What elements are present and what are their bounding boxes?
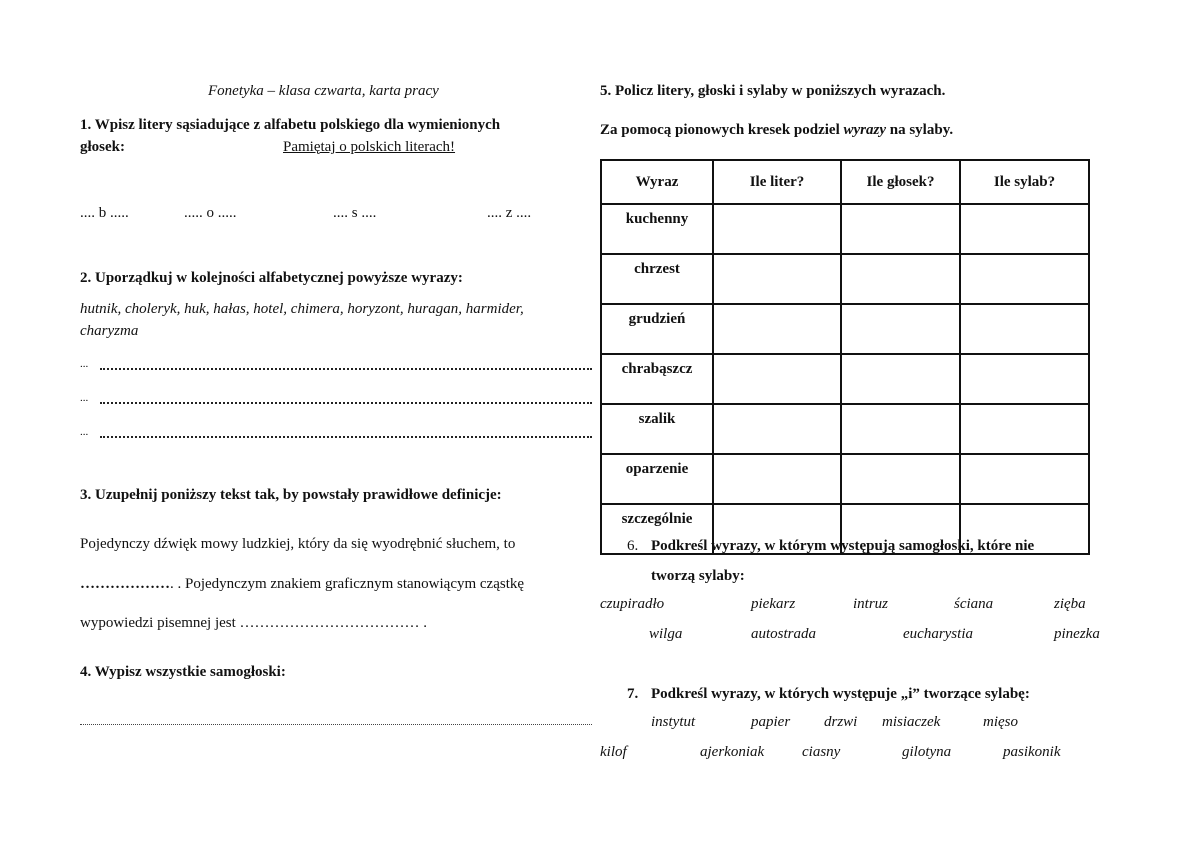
task7-number: 7.: [627, 686, 639, 702]
syllables-cell[interactable]: [960, 404, 1089, 454]
task2-line-prefix: ...: [80, 426, 89, 438]
task1-heading-line2: głosek:: [80, 139, 125, 155]
task1-item-b[interactable]: .... b .....: [80, 205, 129, 221]
table-row: [601, 354, 1089, 404]
task7-word[interactable]: papier: [751, 714, 791, 730]
sounds-cell[interactable]: [841, 254, 960, 304]
task6-word[interactable]: ściana: [954, 596, 994, 612]
task6-number: 6.: [627, 538, 639, 554]
task7-word[interactable]: drzwi: [824, 714, 858, 730]
letters-cell[interactable]: [713, 454, 841, 504]
table-row: [601, 454, 1089, 504]
task6-word[interactable]: eucharystia: [903, 626, 973, 642]
task3-line2: . . Pojedynczym znakiem graficznym stanowiącym cząstkę: [170, 576, 525, 592]
task4-answer-line[interactable]: [80, 712, 592, 725]
table-word: chrzest: [601, 254, 713, 304]
task6-word[interactable]: intruz: [853, 596, 889, 612]
table-header: Ile sylab?: [960, 160, 1089, 204]
task2-answer-line[interactable]: [100, 424, 592, 438]
task7-word[interactable]: ciasny: [802, 744, 841, 760]
table-row: [601, 204, 1089, 254]
table-header: Ile głosek?: [841, 160, 960, 204]
syllables-cell[interactable]: [960, 354, 1089, 404]
letters-cell[interactable]: [713, 204, 841, 254]
task6-heading: Podkreśl wyrazy, w którym występują samogłoski, które nie: [651, 538, 1035, 554]
letters-cell[interactable]: [713, 354, 841, 404]
letters-cell[interactable]: [713, 254, 841, 304]
task7-word[interactable]: instytut: [651, 714, 696, 730]
task5-instruction-emphasis: wyrazy: [843, 122, 886, 138]
table-header: Ile liter?: [713, 160, 841, 204]
table-word: szalik: [601, 404, 713, 454]
task5-instruction: Za pomocą pionowych kresek podziel wyrazy na sylaby.: [600, 122, 954, 138]
task2-answer-line[interactable]: [100, 390, 592, 404]
sounds-cell[interactable]: [841, 454, 960, 504]
task6-word[interactable]: autostrada: [751, 626, 817, 642]
task2-answer-line[interactable]: [100, 356, 592, 370]
syllables-cell[interactable]: [960, 304, 1089, 354]
syllables-cell[interactable]: [960, 204, 1089, 254]
syllable-table: [600, 159, 1090, 555]
table-header: Wyraz: [601, 160, 713, 204]
task1-reminder: Pamiętaj o polskich literach!: [283, 139, 456, 155]
syllables-cell[interactable]: [960, 254, 1089, 304]
table-word: kuchenny: [601, 204, 713, 254]
task7-word[interactable]: mięso: [983, 714, 1018, 730]
task7-word[interactable]: gilotyna: [902, 744, 952, 760]
task7-word[interactable]: pasikonik: [1003, 744, 1061, 760]
sounds-cell[interactable]: [841, 404, 960, 454]
task3-line3[interactable]: wypowiedzi pisemnej jest ……………………………… .: [80, 615, 428, 631]
sounds-cell[interactable]: [841, 204, 960, 254]
task1-item-z[interactable]: .... z ....: [487, 205, 532, 221]
table-word: grudzień: [601, 304, 713, 354]
task7-word[interactable]: kilof: [600, 744, 627, 760]
task1-heading: 1. Wpisz litery sąsiadujące z alfabetu polskiego dla wymienionych: [80, 117, 501, 133]
task2-words-line1: hutnik, choleryk, huk, hałas, hotel, chimera, horyzont, huragan, harmider,: [80, 301, 524, 317]
sounds-cell[interactable]: [841, 354, 960, 404]
syllables-cell[interactable]: [960, 454, 1089, 504]
task4-heading: 4. Wypisz wszystkie samogłoski:: [80, 664, 286, 680]
task5-heading: 5. Policz litery, głoski i sylaby w poniższych wyrazach.: [600, 83, 946, 99]
sounds-cell[interactable]: [841, 304, 960, 354]
task6-word[interactable]: pinezka: [1054, 626, 1100, 642]
task6-word[interactable]: piekarz: [751, 596, 796, 612]
table-row: [601, 404, 1089, 454]
task3-line1: Pojedynczy dźwięk mowy ludzkiej, który da się wyodrębnić słuchem, to: [80, 536, 516, 552]
task2-heading: 2. Uporządkuj w kolejności alfabetycznej powyższe wyrazy:: [80, 270, 463, 286]
table-row: [601, 254, 1089, 304]
table-word: oparzenie: [601, 454, 713, 504]
task6-word[interactable]: wilga: [649, 626, 683, 642]
table-word: szczególnie: [601, 504, 713, 554]
table-header-row: [601, 160, 1089, 204]
task6-word[interactable]: czupiradło: [600, 596, 665, 612]
table-row: [601, 304, 1089, 354]
page-title: Fonetyka – klasa czwarta, karta pracy: [208, 83, 439, 99]
task7-word[interactable]: ajerkoniak: [700, 744, 765, 760]
task6-heading-line2: tworzą sylaby:: [651, 568, 745, 584]
task3-heading: 3. Uzupełnij poniższy tekst tak, by powstały prawidłowe definicje:: [80, 487, 502, 503]
task6-word[interactable]: zięba: [1054, 596, 1086, 612]
task7-heading: Podkreśl wyrazy, w których występuje „i” tworzące sylabę:: [651, 686, 1030, 702]
letters-cell[interactable]: [713, 404, 841, 454]
task1-item-o[interactable]: ..... o .....: [184, 205, 237, 221]
task2-line-prefix: ...: [80, 358, 89, 370]
letters-cell[interactable]: [713, 304, 841, 354]
task2-words-line2: charyzma: [80, 323, 139, 339]
table-word: chrabąszcz: [601, 354, 713, 404]
task2-line-prefix: ...: [80, 392, 89, 404]
task7-word[interactable]: misiaczek: [882, 714, 941, 730]
task3-blank1[interactable]: ………………: [80, 576, 170, 592]
task1-item-s[interactable]: .... s ....: [333, 205, 377, 221]
